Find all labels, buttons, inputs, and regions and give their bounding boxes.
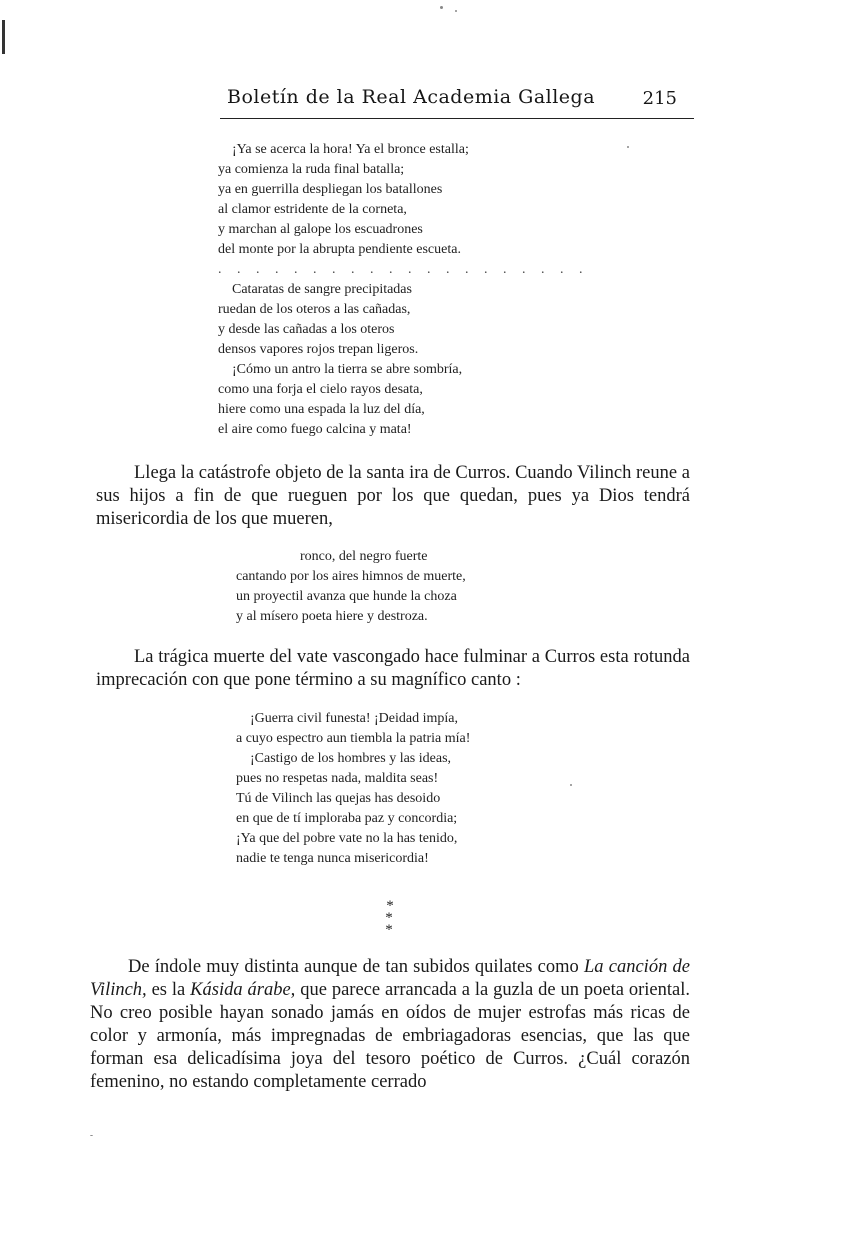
section-asterism [370,900,410,936]
verse-line: como una forja el cielo rayos desata, [218,382,423,397]
verse-line: Cataratas de sangre precipitadas [232,282,412,297]
verse-line: hiere como una espada la luz del día, [218,402,425,417]
text-run: De índole muy distinta aunque de tan subidos quilates como [128,957,584,977]
verse-line: y desde las cañadas a los oteros [218,322,395,337]
verse-line: Tú de Vilinch las quejas has desoido [236,791,441,806]
header-rule [220,118,694,119]
work-title-cancion: La canción de Vilinch, [90,957,690,1000]
paragraph-text: La trágica muerte del vate vascongado hace fulminar a Curros esta rotunda imprecación con que pone término a su magnífico canto : [96,647,690,690]
verse-line: ya comienza la ruda final batalla; [218,162,405,177]
verse-line: el aire como fuego calcina y mata! [218,422,412,437]
work-title-kasida: Kásida árabe, [190,980,296,1000]
verse-line: a cuyo espectro aun tiembla la patria mía! [236,731,471,746]
asterism-top: * [386,898,394,914]
paragraph-text: Llega la catástrofe objeto de la santa ira de Curros. Cuando Vilinch reune a sus hijos a fin de que rueguen por los que quedan, pues ya Dios tendrá misericordia de los que mueren, [96,463,690,529]
paper-speck [90,1135,93,1136]
verse-line: nadie te tenga nunca misericordia! [236,851,429,866]
verse-line: ya en guerrilla despliegan los batallones [218,182,443,197]
verse-line: y al mísero poeta hiere y destroza. [236,609,428,624]
verse-line: al clamor estridente de la corneta, [218,202,407,217]
poem-excerpt-1 [218,140,589,440]
verse-line: ¡Castigo de los hombres y las ideas, [250,751,452,766]
verse-line: ¡Ya que del pobre vate no la has tenido, [236,831,458,846]
verse-line: ronco, del negro fuerte [300,549,428,564]
paper-speck [627,146,629,148]
page-number: 215 [642,88,677,109]
verse-line: ¡Cómo un antro la tierra se abre sombría, [232,362,463,377]
verse-line: en que de tí imploraba paz y concordia; [236,811,458,826]
verse-line: un proyectil avanza que hunde la choza [236,589,457,604]
poem-excerpt-3 [236,709,470,869]
paragraph-3 [90,956,690,1094]
asterism-bottom: * * [385,910,401,938]
paper-speck [455,10,457,12]
verse-line: pues no respetas nada, maldita seas! [236,771,439,786]
paragraph-2 [96,646,690,692]
text-run: que parece arrancada a la guzla de un poeta oriental. No creo posible hayan sonado jamás en oídos de mujer estrofas más ricas de color y armonía, más impregnadas de embriagadoras esencias, que las que forman esa delicadísima joya del tesoro poético de Curros. ¿Cuál corazón femenino, no estando completamente cerrado [90,980,690,1092]
verse-line: ruedan de los oteros a las cañadas, [218,302,411,317]
paper-speck [570,784,572,786]
paragraph-text [90,956,690,1094]
verse-line: ¡Ya se acerca la hora! Ya el bronce estalla; [232,142,469,157]
verse-line: ¡Guerra civil funesta! ¡Deidad impía, [250,711,458,726]
journal-title: Boletín de la Real Academia Gallega [227,86,596,108]
verse-line: y marchan al galope los escuadrones [218,222,423,237]
text-run: es la [146,980,191,1000]
paragraph-1 [96,462,690,531]
verse-line: del monte por la abrupta pendiente escueta. [218,242,461,257]
verse-line: cantando por los aires himnos de muerte, [236,569,466,584]
verse-line: densos vapores rojos trepan ligeros. [218,342,419,357]
poem-excerpt-2 [236,547,466,627]
running-header [220,86,695,116]
binding-mark [2,20,5,54]
paper-speck [440,6,443,9]
ellipsis-row: . . . . . . . . . . . . . . . . . . . . [218,262,589,277]
